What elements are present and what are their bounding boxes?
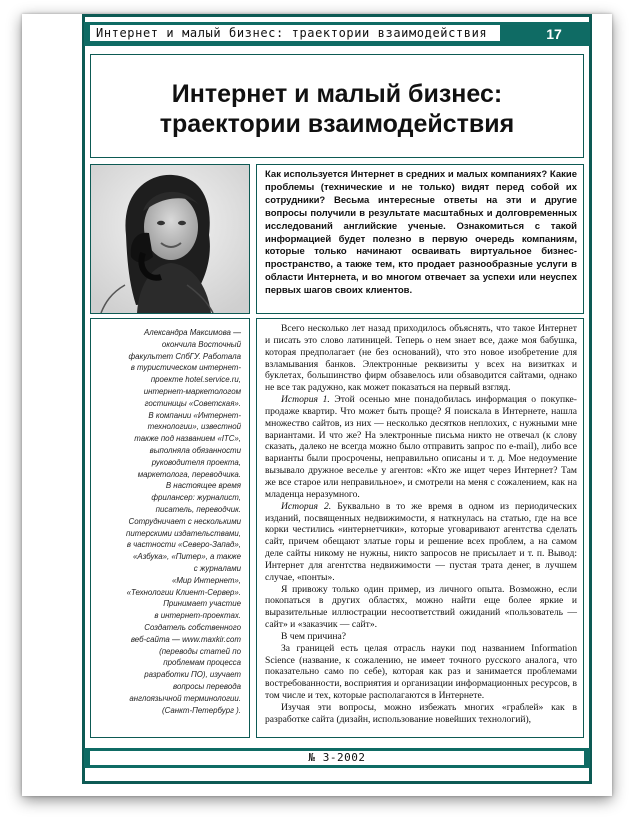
caption-line: вопросы перевода xyxy=(173,681,241,691)
story-1-label: История 1. xyxy=(281,394,330,406)
caption-line: интернет-маркетологом xyxy=(143,386,241,396)
caption-line: проблемам процесса xyxy=(163,658,241,668)
magazine-page xyxy=(22,14,612,796)
caption-line: (Санкт-Петербург ). xyxy=(161,705,241,715)
caption-line: гостиницы «Советская». xyxy=(144,398,241,408)
caption-line: фрилансер: журналист, xyxy=(151,493,241,503)
caption-line: в частности «Северо-Запад», xyxy=(126,540,241,550)
article-title xyxy=(91,79,583,139)
body-paragraph-7: Изучая эти вопросы, можно избежать многих «граблей» как в разработке сайта (дизайн, использование новейших технологий), xyxy=(265,702,577,725)
caption-line: с журналами xyxy=(193,563,241,573)
title-box xyxy=(90,54,584,158)
page-number: 17 xyxy=(546,26,562,42)
caption-line: окончила Восточный xyxy=(161,339,241,349)
author-caption-box xyxy=(90,318,250,738)
caption-line: В компании «Интернет- xyxy=(148,410,241,420)
body-paragraph-6: За границей есть целая отрасль науки под названием Information Science (название, к сожалению, не имеет точного русского аналога, что показательно само по себе), которая как раз и занимается проблемами востребованности, восприятия и организации информационных ресурсов, в том числе и тех, которые располагаются в Интернете. xyxy=(265,642,577,702)
caption-line: «Мир Интернет», xyxy=(171,575,241,585)
caption-line: Сотрудничает с несколькими xyxy=(128,516,241,526)
body-paragraph-3 xyxy=(265,501,577,584)
body-paragraph-4: Я привожу только один пример, из личного опыта. Возможно, если покопаться в других областях, можно найти еще более яркие и выразительные иллюстрации несоответствий ожиданий «пользователь — сайт» и «заказчик — сайт». xyxy=(265,583,577,631)
author-portrait-image xyxy=(91,165,249,313)
caption-line: писатель, переводчик. xyxy=(155,504,241,514)
title-line-1: Интернет и малый бизнес: xyxy=(171,80,503,108)
caption-line: факультет СпбГУ. Работала xyxy=(128,351,241,361)
article-body xyxy=(256,318,584,738)
title-line-2: траектории взаимодействия xyxy=(159,110,515,138)
caption-line: веб-сайта — www.maxkir.com xyxy=(130,634,241,644)
caption-line: «Азбука», «Питер», а также xyxy=(133,552,241,562)
caption-line: Александра Максимова — xyxy=(144,328,241,337)
caption-line: англоязычной терминологии. xyxy=(129,693,241,703)
author-photo xyxy=(90,164,250,314)
caption-line: Принимает участие xyxy=(163,599,241,609)
story-1-text: Этой осенью мне понадобилась информация о покупке-продаже квартир. Что может быть проще? Я поискала в Интернете, нашла множество сайтов, из них — несколько десятков неплохих, с нужными мне вариантами. И что же? На электронные письма никто не отвечал (к слову сказать, далеко не всегда можно было отправить запрос по e-mail), либо все варианты были просрочены, неправильно описаны и т. д. Мое недоумение вызывало дружное веселье у агентов: «Кто же ищет через Интернет? Там же все старое или неправильное», и смотрели на меня с сожалением, как на младенца неразумного. xyxy=(265,394,577,500)
running-title: Интернет и малый бизнес: траектории взаимодействия xyxy=(90,25,500,41)
story-2-text: Буквально в то же время в одном из периодических изданий, посвященных недвижимости, я наткнулась на статью, где на все корки честились «интернетчики», которые уговаривают агентства сделать сайт, причем обещают златые горы и решение всех проблем, а на самом деле сайты никому не нужны, никто запросов не присылает и т. п. Вывод: Интернет для агентства недвижимости — пустая трата денег, в лучшем случае, «понты». xyxy=(265,500,577,583)
caption-line: «Технологии Клиент-Сервер». xyxy=(126,587,241,597)
body-paragraph-2 xyxy=(265,394,577,501)
story-2-label: История 2. xyxy=(281,500,332,512)
caption-line: технологии», известной xyxy=(147,422,241,432)
issue-number: № 3-2002 xyxy=(90,751,584,765)
caption-line: проекте hotel.service.ru, xyxy=(150,375,241,385)
caption-line: руководителя проекта, xyxy=(151,457,241,467)
caption-line: в туристическом интернет- xyxy=(130,363,241,373)
caption-line: питерскими издательствами, xyxy=(126,528,241,538)
caption-line: в интернет-проектах. xyxy=(154,611,241,621)
caption-line: маркетолога, переводчика. xyxy=(137,469,241,479)
caption-line: также под названием «ITC», xyxy=(134,434,241,444)
body-paragraph-5: В чем причина? xyxy=(281,630,347,642)
body-paragraph-1: Всего несколько лет назад приходилось объяснять, что такое Интернет и писать это слово латиницей. Теперь о нем знает все, даже моя бабушка, которая предполагает (не без оснований), что это новое изобретение для взламывания банков. Электронные реквизиты у всех на визитках и буклетах, большинство фирм обзавелось или обзаводится сайтами, однако не все так радужно, как может показаться на первый взгляд. xyxy=(265,323,577,394)
caption-line: В настоящее время xyxy=(165,481,241,491)
lead-paragraph: Как используется Интернет в средних и малых компаниях? Какие проблемы (технические и не только) видят перед собой их сотрудники? Весьма интересные ответы на эти и другие вопросы получили в результате масштабных и долговременных исследований английские ученые. Ознакомиться с такой информацией будет полезно в первую очередь компаниям, которые только начинают осваивать виртуальное бизнес-пространство, а также тем, кто продает разнообразные услуги в области Интернета, и во многом отвечает за успехи или неуспех первых шагов своих клиентов. xyxy=(256,164,584,314)
header-bar xyxy=(84,22,590,46)
author-bio xyxy=(95,327,241,716)
caption-line: (переводы статей по xyxy=(159,646,241,656)
caption-line: разработки ПО), изучает xyxy=(144,670,241,680)
caption-line: выполняла обязанности xyxy=(149,445,241,455)
caption-line: Создатель собственного xyxy=(144,622,241,632)
footer-bar xyxy=(84,748,590,768)
